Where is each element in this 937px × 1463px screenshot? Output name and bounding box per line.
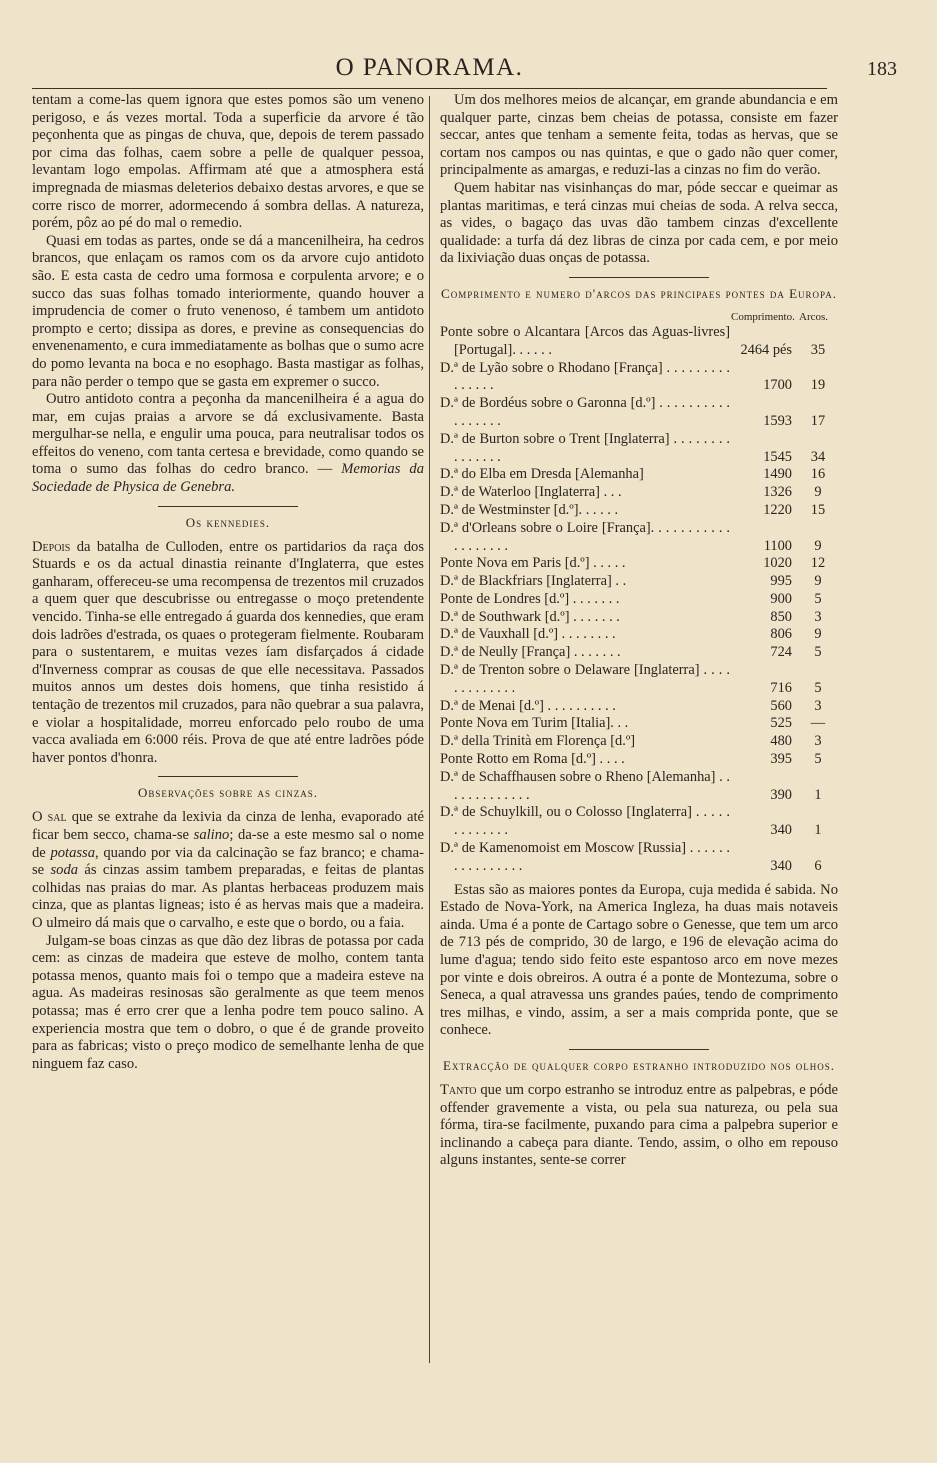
bridge-name: D.ª de Trenton sobre o Delaware [Inglaterra] . . . . . . . . . . . . . bbox=[440, 662, 730, 696]
column-header-length: Comprimento. bbox=[731, 310, 795, 323]
paragraph-text: , quando por via da calcinação se faz branco; e chama-se bbox=[32, 844, 424, 879]
bridge-arcs: 5 bbox=[814, 679, 822, 696]
bridge-length: 480 bbox=[770, 733, 792, 750]
bridge-name: D.ª de Schaffhausen sobre o Rheno [Alemanha] . . . . . . . . . . . . . bbox=[440, 768, 730, 803]
page-header bbox=[32, 52, 897, 89]
column-header-name bbox=[440, 310, 730, 324]
bridge-name: D.ª de Bordéus sobre o Garonna [d.º] . . . . . . . . . . . . . . . . . bbox=[440, 395, 730, 429]
table-row bbox=[440, 324, 838, 360]
bridge-arcs: 19 bbox=[810, 377, 826, 394]
table-row bbox=[440, 626, 838, 644]
bridge-length: 850 bbox=[770, 608, 792, 625]
bridge-name: D.ª de Waterloo [Inglaterra] . . . bbox=[440, 484, 622, 501]
paragraph: Um dos melhores meios de alcançar, em grande abundancia e em qualquer parte, cinzas bem cheias de potassa, consiste em fazer seccar, antes que tenham a semente feita, todas as hervas, que se cortam nos campos ou nas quintas, e que o gado não quer comer, principalmente as amargas, e reduzi-las a cinzas no fim do verão. bbox=[440, 92, 838, 179]
table-row bbox=[440, 395, 838, 431]
paragraph-text: que se extrahe da lexivia da cinza de lenha, evaporado até ficar bem secco, chama-se bbox=[32, 809, 424, 843]
paragraph-text: da batalha de Culloden, entre os partidarios da raça dos Stuards e os da actual dinastia reinante d'Inglaterra, que estes ganharam, offereceu-se uma recompensa de trezentos mil cruzados a quem quer que descubrisse ou entregasse o moço pretendente vencido. Tinha-se elle entregado á guarda dos kennedies, que eram dois ladrões d'estrada, os quaes o protegeram fielmente. Roubaram para o sustentarem, e muitas vezes íam disfarçados á cidade d'Inverness comprar as cousas de que elle necessitava. Passados muitos annos um destes dois homens, que tinha resistido á tentação de trezentos mil cruzados, para não quebrar a sua palavra, e violar a hospitalidade, morreu enforcado pelo roubo de uma vacca avaliada em 6:000 réis. Prova de que até entre ladrões póde haver pontos d'honra. bbox=[32, 538, 424, 766]
bridge-name: D.ª de Kamenomoist em Moscow [Russia] . . . . . . . . . . . . . . . . bbox=[440, 840, 730, 874]
bridge-length: 1100 bbox=[763, 537, 792, 554]
table-row bbox=[440, 751, 838, 769]
table-row bbox=[440, 520, 838, 556]
bridge-name: D.ª de Westminster [d.º]. . . . . . bbox=[440, 501, 619, 518]
bridge-length: 340 bbox=[770, 857, 792, 874]
bridge-length: 806 bbox=[770, 626, 792, 643]
paragraph-text: ás cinzas assim tambem preparadas, e feitas de plantas colhidas nas praias do mar. As plantas herbaceas produzem mais cinza, que as plantas ligneas; isto é as hervas mais que a madeira. O ulmeiro dá mais que o carvalho, e este que o bordo, ou a faia. bbox=[32, 862, 424, 931]
bridge-name: D.ª de Schuylkill, ou o Colosso [Inglaterra] . . . . . . . . . . . . . bbox=[440, 804, 730, 839]
section-heading-olhos: Extracção de qualquer corpo estranho introduzido nos olhos. bbox=[443, 1057, 835, 1073]
bridge-arcs: 15 bbox=[810, 501, 826, 518]
bridge-length: 390 bbox=[770, 786, 792, 803]
section-heading-cinzas: Observações sobre as cinzas. bbox=[137, 785, 319, 801]
table-row bbox=[440, 502, 838, 520]
bridge-name: D.ª do Elba em Dresda [Alemanha] bbox=[440, 466, 644, 483]
bridge-length: 900 bbox=[770, 590, 792, 607]
table-row bbox=[440, 484, 838, 502]
paragraph bbox=[32, 809, 424, 932]
paragraph bbox=[32, 391, 424, 497]
lead-word: O sal bbox=[32, 809, 67, 826]
column-header-arcs: Arcos. bbox=[799, 310, 829, 323]
bridge-name: Ponte Nova em Paris [d.º] . . . . . bbox=[440, 555, 626, 572]
term: potassa bbox=[50, 844, 96, 861]
bridge-arcs: 5 bbox=[814, 590, 822, 607]
table-row bbox=[440, 644, 838, 662]
section-rule bbox=[569, 277, 709, 278]
bridge-name: D.ª de Lyão sobre o Rhodano [França] . . . . . . . . . . . . . . . bbox=[440, 359, 730, 394]
table-row bbox=[440, 466, 838, 484]
bridge-arcs: 3 bbox=[814, 697, 822, 714]
bridge-arcs: 17 bbox=[810, 412, 826, 429]
paragraph-text: ; da-se a este mesmo sal o nome de bbox=[32, 826, 424, 861]
bridge-length: 1020 bbox=[763, 555, 792, 572]
bridge-arcs: 3 bbox=[814, 608, 822, 625]
bridge-name: Ponte Nova em Turim [Italia]. . . bbox=[440, 715, 629, 732]
paragraph: Estas são as maiores pontes da Europa, cuja medida é sabida. No Estado de Nova-York, na America Ingleza, ha duas mais notaveis ainda. Uma é a ponte de Cartago sobre o Genesse, que tem um arco de 713 pés de comprido, 30 de largo, e 196 de elevação acima do lume d'agua; tendo sido feito este espantoso arco em nove mezes por vinte e dois obreiros. A outra é a ponte de Montezuma, sobre o Seneca, a qual atravessa uns grandes paúes, tendo de comprimento tres milhas, e vindo, assim, a ser a mais comprida ponte, que se conhece. bbox=[440, 881, 838, 1039]
bridge-arcs: 6 bbox=[814, 857, 822, 874]
table-row bbox=[440, 715, 838, 733]
bridge-name: D.ª della Trinità em Florença [d.º] bbox=[440, 733, 636, 750]
section-rule bbox=[158, 506, 298, 507]
bridge-arcs: 9 bbox=[814, 573, 822, 590]
bridge-name: D.ª de Neully [França] . . . . . . . bbox=[440, 644, 621, 661]
bridge-name: Ponte Rotto em Roma [d.º] . . . . bbox=[440, 751, 625, 768]
table-row bbox=[440, 609, 838, 627]
bridge-arcs: 9 bbox=[814, 537, 822, 554]
table-row bbox=[440, 573, 838, 591]
bridge-length: 525 bbox=[770, 715, 792, 732]
lead-word: Depois bbox=[32, 538, 71, 555]
bridge-length: 395 bbox=[770, 751, 792, 768]
bridge-arcs: 16 bbox=[810, 466, 826, 483]
term: soda bbox=[50, 862, 79, 879]
table-row bbox=[440, 769, 838, 805]
bridge-arcs: — bbox=[810, 715, 826, 732]
lead-word: Tanto bbox=[440, 1081, 477, 1098]
bridge-length: 1593 bbox=[763, 412, 792, 429]
bridge-name: Ponte de Londres [d.º] . . . . . . . bbox=[440, 590, 620, 607]
bridge-name: D.ª de Blackfriars [Inglaterra] . . bbox=[440, 573, 627, 590]
right-column bbox=[440, 92, 838, 1373]
table-row bbox=[440, 698, 838, 716]
citation: Memorias da Sociedade de Physica de Genebra. bbox=[32, 461, 424, 496]
bridge-name: D.ª de Vauxhall [d.º] . . . . . . . . bbox=[440, 626, 616, 643]
bridge-arcs: 9 bbox=[814, 626, 822, 643]
table-row bbox=[440, 360, 838, 396]
bridge-arcs: 5 bbox=[814, 644, 822, 661]
bridge-length: 716 bbox=[770, 679, 792, 696]
bridge-length: 1326 bbox=[763, 484, 792, 501]
paragraph-text: que um corpo estranho se introduz entre as palpebras, e póde offender gravemente a vista, ou pela sua natureza, ou pela sua fórma, tira-se facilmente, puxando para cima a palpebra superior e inclinando a cabeça para diante. Tendo, assim, o olho em repouso alguns instantes, sente-se correr bbox=[440, 1081, 838, 1169]
page-number: 183 bbox=[867, 58, 897, 80]
table-row bbox=[440, 804, 838, 840]
page-title: O PANORAMA. bbox=[335, 54, 524, 81]
table-row bbox=[440, 840, 838, 876]
bridge-length: 1490 bbox=[763, 466, 792, 483]
section-rule bbox=[569, 1049, 709, 1050]
term: salino bbox=[193, 826, 230, 843]
bridge-name: D.ª de Southwark [d.º] . . . . . . . bbox=[440, 608, 620, 625]
bridge-length: 340 bbox=[770, 822, 792, 839]
table-header-row bbox=[440, 310, 838, 324]
bridge-arcs: 1 bbox=[814, 822, 822, 839]
table-row bbox=[440, 662, 838, 698]
bridge-name: D.ª d'Orleans sobre o Loire [França]. . . . . . . . . . . . . . . . . . . bbox=[440, 519, 730, 554]
bridge-arcs: 35 bbox=[810, 341, 826, 358]
bridge-length: 560 bbox=[770, 697, 792, 714]
section-rule bbox=[158, 776, 298, 777]
left-column bbox=[32, 92, 424, 1373]
bridges-table bbox=[440, 310, 838, 876]
paragraph bbox=[32, 539, 424, 768]
bridge-length: 1545 bbox=[763, 448, 792, 465]
bridge-length: 995 bbox=[770, 573, 792, 590]
bridge-length: 724 bbox=[770, 644, 792, 661]
paragraph: Julgam-se boas cinzas as que dão dez libras de potassa por cada cem: as cinzas de madeira que esteve de molho, contem tanta potassa menos, quanto mais foi o tempo que a madeira esteve na agua. As madeiras resinosas são geralmente as que teem menos potassa; mas é erro crer que a lenha podre tem pouco salino. A experiencia mostra que tem o dobro, o que é de grande proveito para as fabricas; visto o preço modico de semelhante lenha de que ninguem faz caso. bbox=[32, 932, 424, 1072]
paragraph: tentam a come-las quem ignora que estes pomos são um veneno perigoso, e ás vezes mortal. Toda a superficie da arvore é tão peçonhenta que as pingas de chuva, que, depois de terem passado por cima das folhas, caem sobre a pelle de qualquer pessoa, levantam logo empolas. Affirmam até que a atmosphera está impregnada de miasmas deleterios debaixo destas arvores, e que se corre risco de morrer, adormecendo á sombra dellas. A natureza, porém, pôz ao pé do mal o remedio. bbox=[32, 92, 424, 232]
bridge-length: 2464 pés bbox=[740, 341, 792, 358]
bridge-name: D.ª de Menai [d.º] . . . . . . . . . . bbox=[440, 697, 616, 714]
bridge-length: 1700 bbox=[763, 377, 792, 394]
paragraph bbox=[440, 1082, 838, 1170]
bridge-arcs: 5 bbox=[814, 751, 822, 768]
bridge-arcs: 3 bbox=[814, 733, 822, 750]
paragraph: Quem habitar nas visinhanças do mar, póde seccar e queimar as plantas maritimas, e terá cinzas mui cheias de soda. A relva secca, as vides, o bagaço das uvas dão tambem cinzas d'excellente qualidade: a turfa dá dez libras de cinza por cada cem, e por meio da lixiviação duas onças de potassa. bbox=[440, 179, 838, 267]
paragraph: Quasi em todas as partes, onde se dá a mancenilheira, ha cedros brancos, que enlaçam os ramos com os da arvore cujo antidoto são. E esta casta de cedro uma formosa e corpulenta arvore; e o succo das suas folhas tomado interiormente, quando houver a imprudencia de comer o fruto venenoso, é tambem um antidoto prompto e certo; dissipa as dores, e previne as consequencias do envenenamento, e cura immediatamente as bolhas que o sumo acre do pomo levanta na boca e no esophago. Basta mastigar as folhas, para não perder o tempo que se gasta em expremer o succo. bbox=[32, 232, 424, 390]
section-heading-pontes: Comprimento e numero d'arcos das principaes pontes da Europa. bbox=[441, 285, 837, 301]
paragraph-text: Outro antidoto contra a peçonha da mancenilheira é a agua do mar, em cujas praias a arvore se dá exclusivamente. Basta mergulhar-se nella, e engulir uma pouca, para neutralisar todos os effeitos do veneno, com tanta certesa e brevidade, como quando se toma o sumo das folhas do cedro branco. — bbox=[32, 391, 424, 478]
table-row bbox=[440, 555, 838, 573]
bridge-arcs: 12 bbox=[810, 555, 826, 572]
bridge-name: D.ª de Burton sobre o Trent [Inglaterra] . . . . . . . . . . . . . . . bbox=[440, 430, 730, 465]
column-divider bbox=[429, 96, 430, 1363]
table-row bbox=[440, 431, 838, 467]
bridge-name: Ponte sobre o Alcantara [Arcos das Aguas-livres] [Portugal]. . . . . . bbox=[440, 323, 730, 358]
bridge-arcs: 1 bbox=[814, 786, 822, 803]
bridge-length: 1220 bbox=[763, 501, 792, 518]
bridge-arcs: 9 bbox=[814, 484, 822, 501]
bridge-arcs: 34 bbox=[810, 448, 826, 465]
section-heading-kennedies: Os kennedies. bbox=[185, 514, 271, 530]
table-row bbox=[440, 591, 838, 609]
table-row bbox=[440, 733, 838, 751]
